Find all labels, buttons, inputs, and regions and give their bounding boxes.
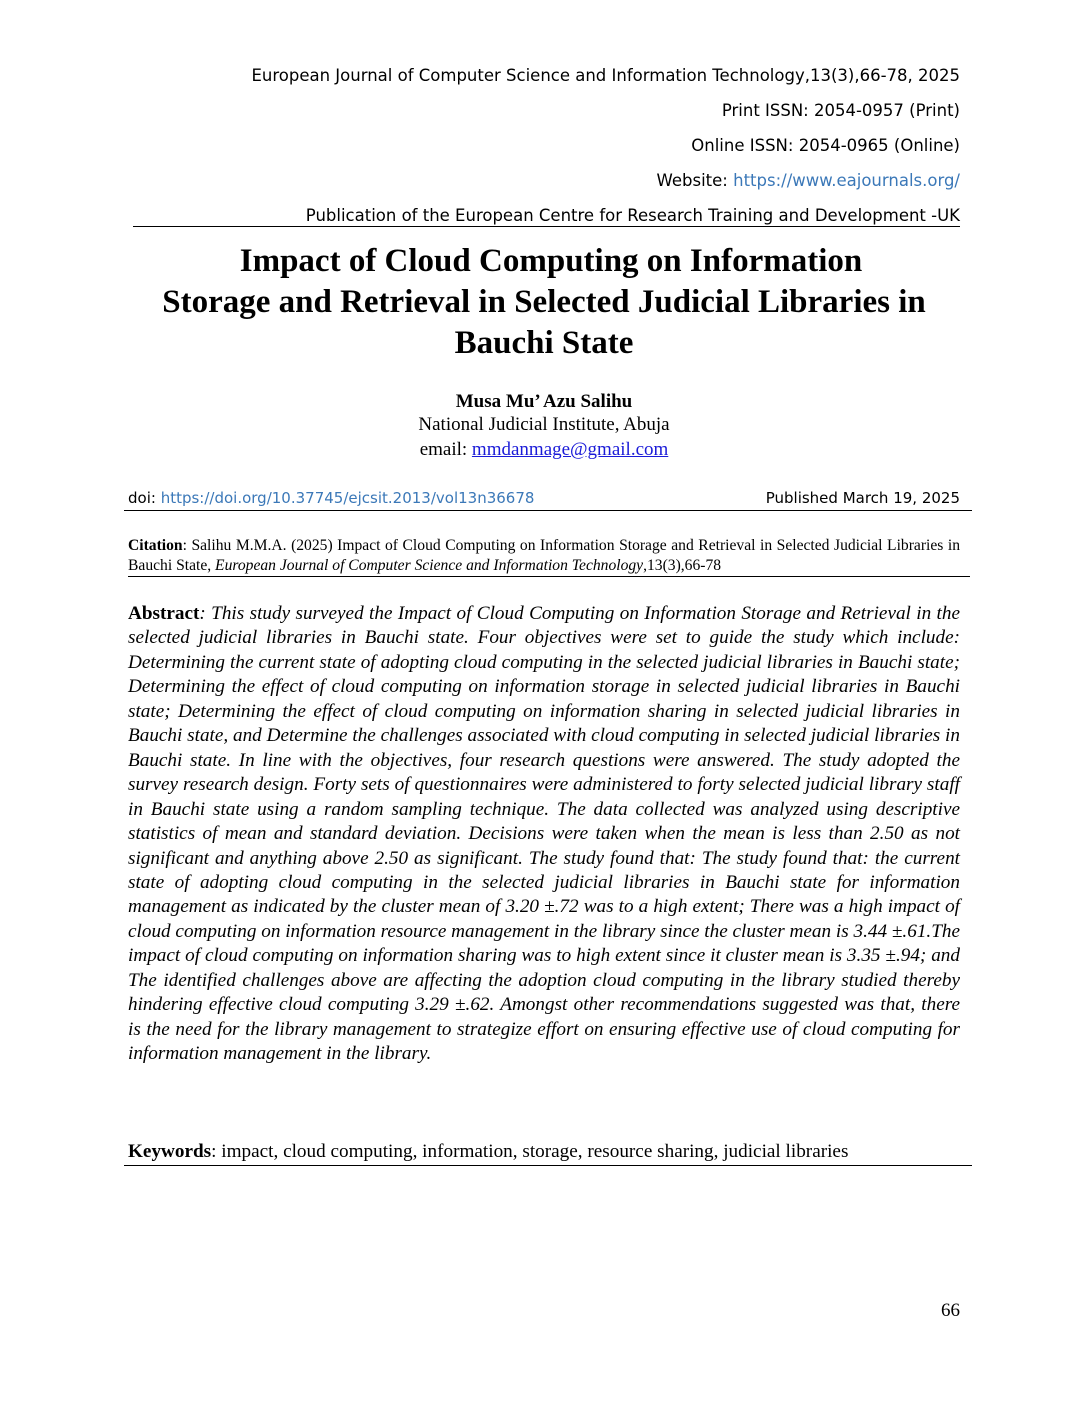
citation-label: Citation: [128, 537, 183, 554]
citation-ref: ,13(3),66-78: [643, 557, 722, 574]
title-line-2: Storage and Retrieval in Selected Judicial Libraries in: [162, 284, 926, 320]
abstract-text: : This study surveyed the Impact of Cloud Computing on Information Storage and Retrieval in the selected judicial libraries in Bauchi state. Four objectives were set to guide the study which include: Determining the current state of adopting cloud computing in the selected judicial libraries in Bauchi state; Determining the effect of cloud computing on information storage in selected judicial libraries in Bauchi state; Determining the effect of cloud computing on information sharing in selected judicial libraries in Bauchi state, and Determine the challenges associated with cloud computing in selected judicial libraries in Bauchi state. In line with the objectives, four research questions were answered. The study adopted the survey research design. Forty sets of questionnaires were administered to forty selected judicial library staff in Bauchi state using a random sampling technique. The data collected was analyzed using descriptive statistics of mean and standard deviation. Decisions were taken when the mean is less than 2.50 as not significant and anything above 2.50 as significant. The study found that: The study found that: the current state of adopting cloud computing in the selected judicial libraries in Bauchi state for information management as indicated by the cluster mean of 3.20 ±.72 was to a high extent; There was a high impact of cloud computing on information resource management in the library since the cluster mean is 3.44 ±.61.The impact of cloud computing on information sharing was to high extent since it cluster mean is 3.35 ±.94; and The identified challenges above are affecting the adoption cloud computing in the library studied thereby hindering effective cloud computing 3.29 ±.62. Amongst other recommendations suggested was that, there is the need for the library management to strategize effort on ensuring effective use of cloud computing for information management in the library.: [128, 603, 960, 1065]
keywords-label: Keywords: [128, 1141, 212, 1162]
website-line: [120, 171, 960, 191]
header-rule: [133, 226, 960, 227]
abstract: [128, 602, 960, 1067]
email-link[interactable]: mmdanmage@gmail.com: [471, 439, 669, 460]
doi-row: [128, 488, 960, 508]
author-name: Musa Mu’ Azu Salihu: [455, 391, 633, 412]
doi-label: doi:: [128, 489, 161, 507]
published-date: Published March 19, 2025: [765, 489, 960, 507]
keywords-rule: [124, 1165, 972, 1166]
email-label: email:: [419, 439, 472, 460]
website-label: Website:: [656, 171, 734, 190]
citation-rule: [128, 576, 970, 577]
website-link[interactable]: https://www.eajournals.org/: [733, 171, 960, 190]
abstract-label: Abstract: [128, 603, 200, 624]
doi-rule: [124, 510, 972, 511]
author-affiliation: National Judicial Institute, Abuja: [418, 414, 670, 435]
citation-journal: European Journal of Computer Science and Information Technology: [215, 557, 644, 574]
online-issn: Online ISSN: 2054-0965 (Online): [691, 136, 960, 155]
doi-link[interactable]: https://doi.org/10.37745/ejcsit.2013/vol13n36678: [160, 489, 535, 507]
citation-text: : Salihu M.M.A. (2025) Impact of Cloud Computing on Information Storage and Retrieval in Selected Judicial Libraries in Bauchi State,: [128, 537, 960, 574]
paper-title: [128, 241, 960, 364]
keywords: [128, 1140, 960, 1164]
page-number: 66: [941, 1300, 960, 1321]
citation: [128, 536, 960, 576]
author-email-line: [128, 437, 960, 462]
print-issn: Print ISSN: 2054-0957 (Print): [721, 101, 960, 120]
title-line-3: Bauchi State: [454, 325, 634, 361]
keywords-text: : impact, cloud computing, information, storage, resource sharing, judicial libraries: [211, 1141, 849, 1162]
journal-header: European Journal of Computer Science and Information Technology,13(3),66-78, 2025: [251, 66, 960, 85]
title-line-1: Impact of Cloud Computing on Information: [239, 243, 863, 279]
publisher-line: Publication of the European Centre for Research Training and Development -UK: [305, 206, 960, 225]
